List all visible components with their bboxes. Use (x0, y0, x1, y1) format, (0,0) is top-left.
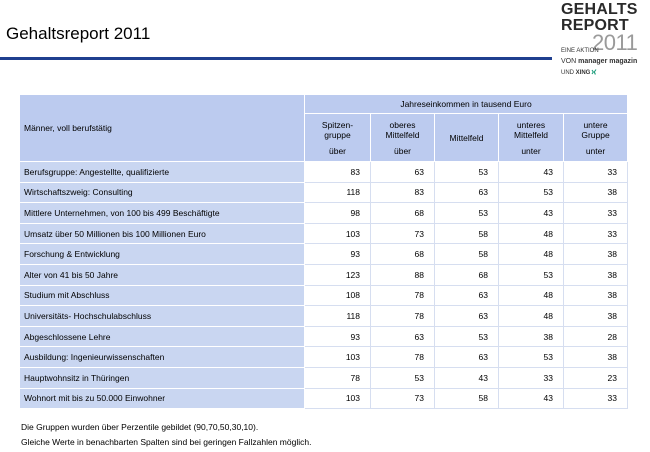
table-cell: 73 (371, 223, 435, 244)
table-row (20, 162, 628, 183)
table-cell: 33 (564, 162, 628, 183)
table-cell: 93 (305, 244, 371, 265)
table-cell: 123 (305, 264, 371, 285)
table-row (20, 347, 628, 368)
table-cell: 38 (499, 326, 564, 347)
logo-tagline-3-prefix: UND (561, 70, 576, 76)
table-cell: 98 (305, 203, 371, 224)
table-cell: 58 (435, 388, 499, 409)
income-group-header: Jahreseinkommen in tausend Euro (305, 95, 628, 114)
table-cell: 78 (305, 367, 371, 388)
logo-tagline-2-prefix: VON (561, 58, 579, 65)
column-header (564, 114, 628, 162)
column-header (435, 114, 499, 162)
table-row (20, 223, 628, 244)
footnote-percentiles: Die Gruppen wurden über Perzentile gebildet (90,70,50,30,10). (21, 422, 259, 432)
table-cell: 68 (371, 244, 435, 265)
column-header (371, 114, 435, 162)
table-cell: 38 (564, 244, 628, 265)
column-name: Mittelfeld (449, 132, 484, 143)
table-cell: 53 (499, 347, 564, 368)
row-label: Ausbildung: Ingenieurwissenschaften (20, 347, 305, 368)
column-name: oberes Mittelfeld (385, 119, 420, 140)
logo-line-report: REPORT (561, 17, 629, 34)
table-cell: 118 (305, 306, 371, 327)
table-cell: 78 (371, 347, 435, 368)
table-cell: 53 (499, 182, 564, 203)
table-cell: 53 (499, 264, 564, 285)
row-label: Hauptwohnsitz in Thüringen (20, 367, 305, 388)
row-label: Abgeschlossene Lehre (20, 326, 305, 347)
logo-tagline-2 (561, 58, 637, 66)
salary-table (19, 94, 628, 409)
table-cell: 118 (305, 182, 371, 203)
table-row (20, 203, 628, 224)
logo-tagline-1: EINE AKTION (561, 48, 599, 54)
table-cell: 33 (499, 367, 564, 388)
table-cell: 38 (564, 347, 628, 368)
table-row (20, 182, 628, 203)
table-cell: 28 (564, 326, 628, 347)
table-cell: 38 (564, 285, 628, 306)
table-cell: 58 (435, 223, 499, 244)
table-cell: 63 (435, 182, 499, 203)
table-cell: 43 (499, 388, 564, 409)
table-cell: 38 (564, 264, 628, 285)
table-cell: 23 (564, 367, 628, 388)
table-cell: 33 (564, 388, 628, 409)
table-row (20, 244, 628, 265)
table-row (20, 306, 628, 327)
table-cell: 63 (371, 162, 435, 183)
table-cell: 68 (435, 264, 499, 285)
column-header (305, 114, 371, 162)
table-row (20, 367, 628, 388)
column-qualifier: über (393, 145, 411, 156)
table-cell: 48 (499, 223, 564, 244)
table-cell: 38 (564, 182, 628, 203)
column-qualifier: unter (585, 145, 606, 156)
table-cell: 53 (371, 367, 435, 388)
table-row (20, 264, 628, 285)
table-row (20, 388, 628, 409)
table-cell: 63 (371, 326, 435, 347)
table-cell: 63 (435, 306, 499, 327)
row-label: Alter von 41 bis 50 Jahre (20, 264, 305, 285)
table-cell: 103 (305, 223, 371, 244)
table-cell: 103 (305, 388, 371, 409)
table-cell: 63 (435, 285, 499, 306)
row-label: Wohnort mit bis zu 50.000 Einwohner (20, 388, 305, 409)
column-header (499, 114, 564, 162)
row-header-corner: Männer, voll berufstätig (20, 95, 305, 162)
column-name: Spitzen- gruppe (321, 119, 354, 140)
table-cell: 43 (435, 367, 499, 388)
table-cell: 43 (499, 203, 564, 224)
table-cell: 63 (435, 347, 499, 368)
table-cell: 33 (564, 203, 628, 224)
logo-line-gehalts: GEHALTS (561, 1, 638, 18)
table-cell: 103 (305, 347, 371, 368)
table-cell: 93 (305, 326, 371, 347)
table-cell: 83 (371, 182, 435, 203)
row-label: Studium mit Abschluss (20, 285, 305, 306)
table-cell: 58 (435, 244, 499, 265)
table-cell: 68 (371, 203, 435, 224)
table-row (20, 285, 628, 306)
xing-icon (591, 69, 597, 75)
column-qualifier: unter (521, 145, 541, 156)
manager-magazin-brand: manager magazin (578, 58, 638, 65)
page-title: Gehaltsreport 2011 (6, 24, 151, 43)
table-cell: 88 (371, 264, 435, 285)
column-name: unteres Mittelfeld (513, 119, 548, 140)
logo-year: 2011 (592, 30, 638, 55)
row-label: Wirtschaftszweig: Consulting (20, 182, 305, 203)
table-row (20, 326, 628, 347)
table-cell: 38 (564, 306, 628, 327)
footnote-equal-values: Gleiche Werte in benachbarten Spalten sind bei geringen Fallzahlen möglich. (21, 437, 312, 447)
table-cell: 53 (435, 326, 499, 347)
column-qualifier: über (328, 145, 346, 156)
table-cell: 78 (371, 306, 435, 327)
table-cell: 33 (564, 223, 628, 244)
table-cell: 53 (435, 203, 499, 224)
table-header-row-group (20, 95, 628, 114)
column-name: untere Gruppe (581, 119, 610, 140)
row-label: Forschung & Entwicklung (20, 244, 305, 265)
gehaltsreport-logo (561, 2, 647, 78)
table-cell: 53 (435, 162, 499, 183)
table-cell: 48 (499, 285, 564, 306)
table-cell: 48 (499, 306, 564, 327)
logo-tagline-3 (561, 69, 597, 77)
table-cell: 83 (305, 162, 371, 183)
row-label: Berufsgruppe: Angestellte, qualifizierte (20, 162, 305, 183)
table-cell: 43 (499, 162, 564, 183)
xing-brand: XING (575, 70, 591, 76)
table-cell: 108 (305, 285, 371, 306)
row-label: Universitäts- Hochschulabschluss (20, 306, 305, 327)
table-cell: 78 (371, 285, 435, 306)
table-cell: 48 (499, 244, 564, 265)
title-divider (0, 57, 552, 60)
row-label: Mittlere Unternehmen, von 100 bis 499 Beschäftigte (20, 203, 305, 224)
row-label: Umsatz über 50 Millionen bis 100 Millionen Euro (20, 223, 305, 244)
table-cell: 73 (371, 388, 435, 409)
